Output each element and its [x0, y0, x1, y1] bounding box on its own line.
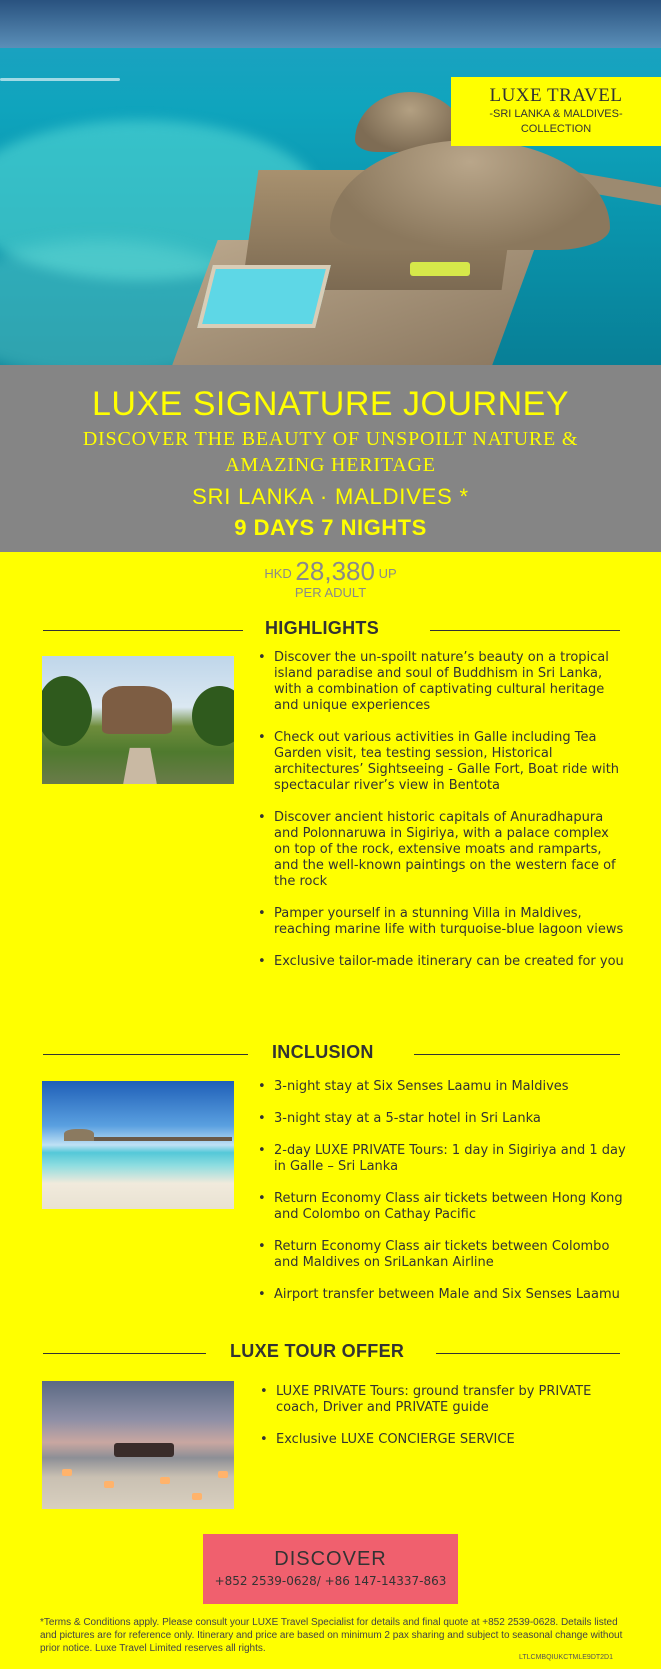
- inclusion-title: INCLUSION: [272, 1042, 374, 1062]
- divider: [43, 1054, 248, 1055]
- terms-text: *Terms & Conditions apply. Please consult your LUXE Travel Specialist for details and final quote at +852 2539-0628. Details listed and pictures are for reference only. Itinerary and price are based on minimum 2 pax sharing and subject to seasonal change without prior notice. Luxe Travel Limited reserves all rights.: [40, 1617, 623, 1654]
- list-item: • LUXE PRIVATE Tours: ground transfer by PRIVATE coach, Driver and PRIVATE guide: [258, 1384, 628, 1416]
- hero-sky: [0, 0, 661, 48]
- list-item: • 3-night stay at Six Senses Laamu in Maldives: [256, 1079, 628, 1095]
- hero-image: [0, 0, 661, 365]
- price-block: [0, 556, 661, 600]
- journey-banner: [0, 365, 661, 552]
- list-item: • 3-night stay at a 5-star hotel in Sri Lanka: [256, 1111, 628, 1127]
- list-item: • 2-day LUXE PRIVATE Tours: 1 day in Sigiriya and 1 day in Galle – Sri Lanka: [256, 1143, 628, 1175]
- journey-duration: 9 DAYS 7 NIGHTS: [234, 515, 427, 540]
- hero-pool: [197, 265, 331, 328]
- tour-offer-heading: [43, 1341, 620, 1365]
- journey-tagline: DISCOVER THE BEAUTY OF UNSPOILT NATURE & AMAZING HERITAGE: [82, 428, 579, 476]
- list-item: • Airport transfer between Male and Six Senses Laamu: [256, 1287, 628, 1303]
- hero-villa-roof: [330, 140, 610, 250]
- list-item: • Check out various activities in Galle including Tea Garden visit, tea testing session, Historical architectures’ Sightseeing - Galle Fort, Boat ride with spectacular river’s view in Bentota: [256, 730, 628, 794]
- price-suffix: UP: [378, 566, 397, 581]
- hero-cushion: [410, 262, 470, 276]
- brand-subtitle: -SRI LANKA & MALDIVES-: [489, 108, 623, 120]
- price-per: PER ADULT: [294, 585, 367, 600]
- journey-destinations: SRI LANKA · MALDIVES *: [192, 484, 469, 509]
- divider: [43, 1353, 206, 1354]
- reference-code: LTLCMBQIUKCTMLE9DT2D1: [518, 1654, 613, 1661]
- tour-offer-title: LUXE TOUR OFFER: [230, 1341, 405, 1361]
- divider: [430, 630, 620, 631]
- list-item: • Exclusive tailor-made itinerary can be created for you: [256, 954, 628, 970]
- divider: [43, 630, 243, 631]
- maldives-beach-photo: [42, 1081, 234, 1209]
- discover-label: DISCOVER: [274, 1548, 387, 1570]
- divider: [414, 1054, 620, 1055]
- brand-box: [451, 77, 661, 146]
- inclusion-list: [256, 1079, 628, 1319]
- list-item: • Pamper yourself in a stunning Villa in Maldives, reaching marine life with turquoise-blue lagoon views: [256, 906, 628, 938]
- brand-collection: COLLECTION: [520, 123, 592, 135]
- list-item: • Return Economy Class air tickets between Colombo and Maldives on SriLankan Airline: [256, 1239, 628, 1271]
- list-item: • Discover the un-spoilt nature’s beauty on a tropical island paradise and soul of Buddhism in Sri Lanka, with a combination of captivating cultural heritage and unique experiences: [256, 650, 628, 714]
- discover-phones: +852 2539-0628/ +86 147-14337-863: [214, 1574, 447, 1588]
- hero-wave: [0, 78, 120, 81]
- beach-dinner-photo: [42, 1381, 234, 1509]
- inclusion-heading: [43, 1042, 620, 1066]
- discover-button[interactable]: [203, 1534, 458, 1604]
- list-item: • Return Economy Class air tickets between Hong Kong and Colombo on Cathay Pacific: [256, 1191, 628, 1223]
- divider: [436, 1353, 620, 1354]
- tour-offer-list: [258, 1384, 628, 1464]
- journey-title: LUXE SIGNATURE JOURNEY: [91, 385, 569, 423]
- price-currency: HKD: [264, 566, 292, 581]
- highlights-heading: [43, 618, 620, 642]
- list-item: • Discover ancient historic capitals of Anuradhapura and Polonnaruwa in Sigiriya, with a palace complex on top of the rock, extensive moats and ramparts, and the well-known paintings on the western face of the rock: [256, 810, 628, 890]
- sigiriya-photo: [42, 656, 234, 784]
- price-amount: 28,380: [295, 556, 375, 586]
- highlights-list: [256, 650, 628, 986]
- list-item: • Exclusive LUXE CONCIERGE SERVICE: [258, 1432, 628, 1448]
- highlights-title: HIGHLIGHTS: [265, 618, 379, 638]
- brand-title: LUXE TRAVEL: [489, 85, 623, 106]
